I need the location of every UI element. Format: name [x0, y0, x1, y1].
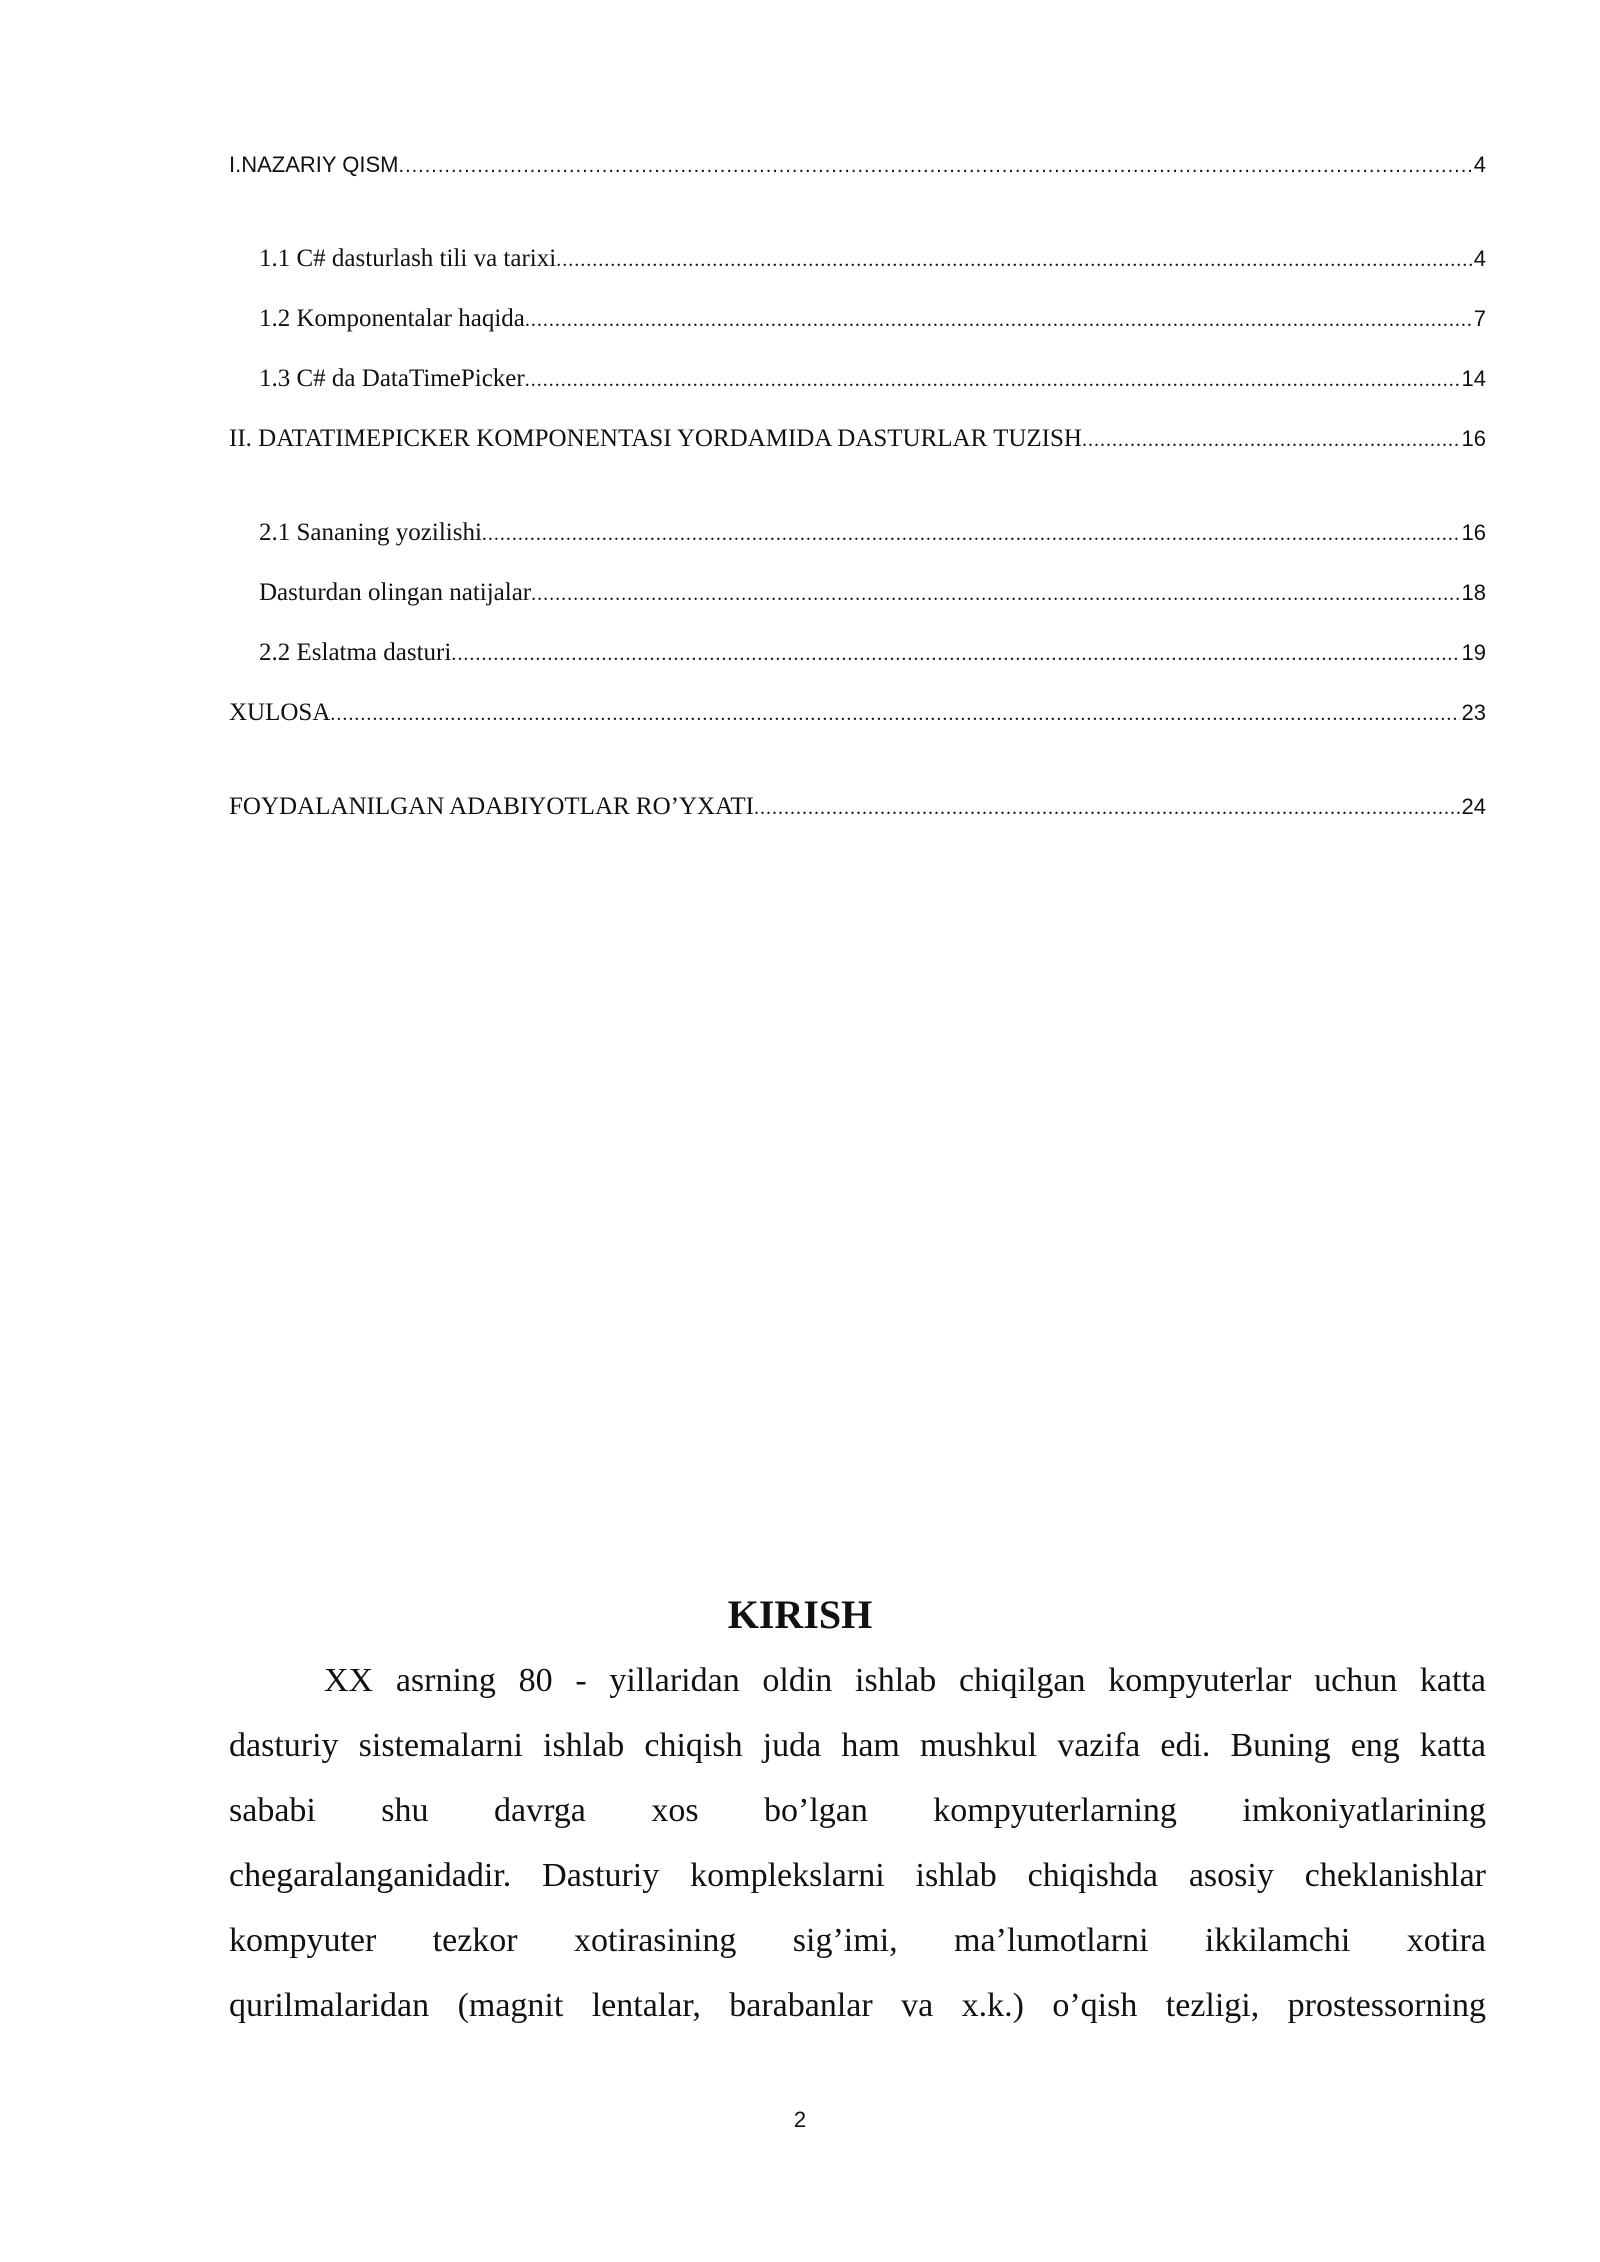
paragraph-line: qurilmalaridan (magnit lentalar, barabanlar va x.k.) o’qish tezligi, prostessorning — [229, 1987, 1486, 2024]
toc-entry-page: 18 — [1461, 580, 1486, 605]
toc-entry-title: I.NAZARIY QISM — [229, 152, 399, 177]
toc-dot-leader — [482, 519, 1460, 549]
section-heading: KIRISH — [727, 1592, 873, 1637]
toc-entry-chapter-2[interactable] — [229, 424, 1486, 455]
paragraph-line: sababi shu davrga xos bo’lgan kompyuterlarning imkoniyatlarining — [229, 1792, 1486, 1829]
toc-dot-leader — [556, 245, 1472, 275]
toc-dot-leader — [525, 305, 1472, 335]
toc-entry-adabiyotlar[interactable] — [229, 792, 1486, 823]
toc-entry-title: Dasturdan olingan natijalar — [259, 579, 532, 606]
toc-entry-title: 1.3 C# da DataTimePicker — [259, 365, 525, 392]
toc-dot-leader — [451, 639, 1459, 669]
toc-entry-title: 1.1 C# dasturlash tili va tarixi — [259, 245, 557, 272]
page-number: 2 — [793, 2107, 807, 2132]
toc-entry-page: 14 — [1461, 366, 1486, 391]
toc-dot-leader — [525, 365, 1460, 395]
toc-entry-page: 24 — [1461, 794, 1486, 819]
toc-entry-xulosa[interactable] — [229, 698, 1486, 729]
toc-entry-title: II. DATATIMEPICKER KOMPONENTASI YORDAMIDA DASTURLAR TUZISH — [229, 425, 1082, 452]
toc-dot-leader — [330, 699, 1459, 729]
toc-entry-1-2[interactable] — [259, 304, 1486, 335]
toc-entry-page: 7 — [1473, 306, 1486, 331]
toc-entry-page: 4 — [1473, 152, 1486, 177]
toc-entry-1-3[interactable] — [259, 364, 1486, 395]
toc-entry-2-2[interactable] — [259, 638, 1486, 669]
toc-entry-title: 2.2 Eslatma dasturi — [259, 639, 452, 666]
toc-entry-2-1[interactable] — [259, 518, 1486, 549]
toc-dot-leader — [754, 793, 1460, 823]
paragraph-line: XX asrning 80 - yillaridan oldin ishlab chiqilgan kompyuterlar uchun katta — [324, 1662, 1486, 1699]
toc-dot-leader — [399, 151, 1472, 181]
toc-dot-leader — [1082, 425, 1460, 455]
toc-dot-leader — [531, 579, 1459, 609]
toc-entry-title: 2.1 Sananing yozilishi — [259, 519, 482, 546]
toc-entry-natijalar[interactable] — [259, 578, 1486, 609]
toc-entry-page: 4 — [1473, 246, 1486, 271]
toc-entry-title: 1.2 Komponentalar haqida — [259, 305, 525, 332]
toc-entry-page: 16 — [1461, 520, 1486, 545]
toc-entry-page: 16 — [1461, 426, 1486, 451]
paragraph-line: dasturiy sistemalarni ishlab chiqish juda ham mushkul vazifa edi. Buning eng katta — [229, 1727, 1486, 1764]
toc-entry-title: FOYDALANILGAN ADABIYOTLAR RO’YXATI — [229, 793, 754, 820]
paragraph-line: chegaralanganidadir. Dasturiy komplekslarni ishlab chiqishda asosiy cheklanishlar — [229, 1857, 1486, 1894]
toc-entry-nazariy-qism[interactable] — [229, 150, 1486, 181]
toc-entry-title: XULOSA — [229, 699, 331, 726]
paragraph-line: kompyuter tezkor xotirasining sig’imi, ma’lumotlarni ikkilamchi xotira — [229, 1922, 1486, 1959]
toc-entry-page: 19 — [1461, 640, 1486, 665]
intro-paragraph — [229, 1648, 1486, 2038]
toc-entry-page: 23 — [1461, 700, 1486, 725]
toc-entry-1-1[interactable] — [259, 244, 1486, 275]
